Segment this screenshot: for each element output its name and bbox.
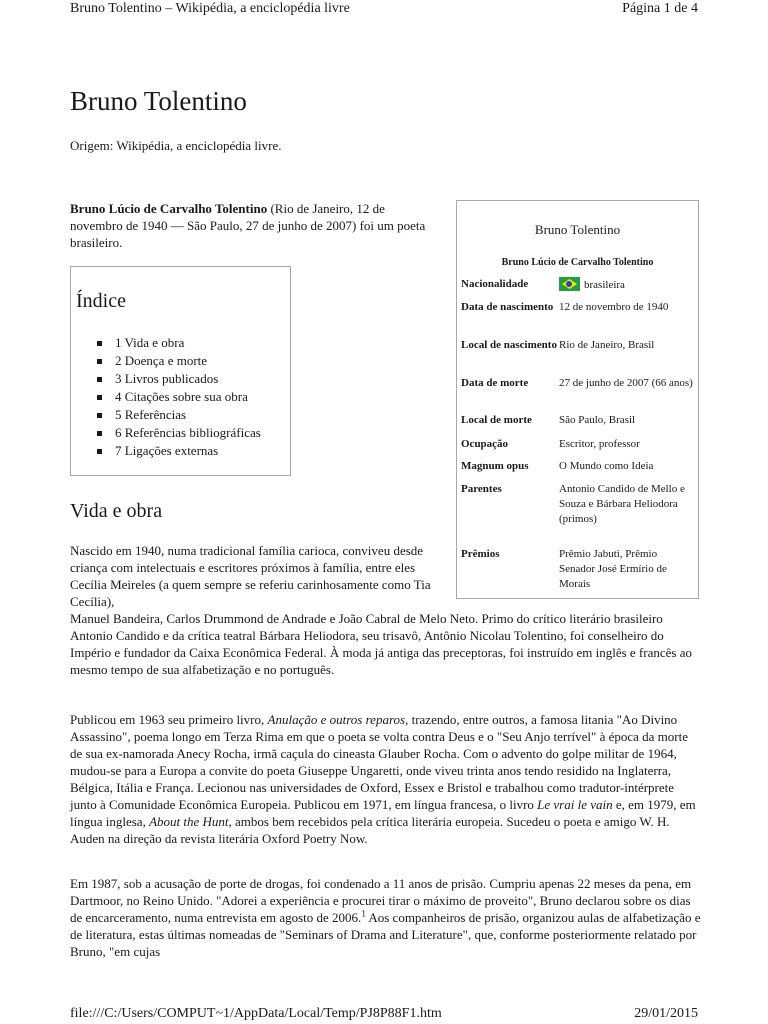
paragraph-text: Aos companheiros de prisão, organizou aulas de alfabetização e de literatura, estas últimas nomeadas de "Seminars of Drama and Literature", que, conforme posteriormente relatado por Bruno, "em cujas [70,910,701,959]
print-footer-date: 29/01/2015 [634,1006,698,1021]
infobox-value[interactable]: Prêmio Jabuti, Prêmio Senador José Ermírio de Morais [559,548,667,590]
toc-item-label[interactable]: 3 Livros publicados [115,371,219,386]
intro-paragraph [70,200,436,251]
infobox-subtitle: Bruno Lúcio de Carvalho Tolentino [501,257,654,268]
toc-item-label[interactable]: 4 Citações sobre sua obra [115,389,248,404]
print-header-page: Página 1 de 4 [622,1,698,16]
bullet-icon [97,359,102,364]
print-header [70,0,698,18]
paragraph-text: , trazendo, entre outros, a famosa litania "Ao Divino Assassino", poema longo em Terza Rima em que o poeta se volta contra Deus e o "Seu Anjo terrível" à época da morte de sua ex-namorada Anecy Rocha, irmã caçula do cineasta Glauber Rocha. Com o advento do golpe militar de 1964, mudou-se para a Europa a convite do poeta Giuseppe Ungaretti, onde viveu trinta anos tendo residido na Inglaterra, Bélgica, Itália e França. Lecionou nas universidades de Oxford, Essex e Bristol e trabalhou como tradutor-intérprete junto à Comunidade Econômica Europeia. Publicou em 1971, em língua francesa, o livro [70,712,689,812]
book-title-link[interactable]: About the Hunt [149,814,229,829]
infobox-label: Nacionalidade [461,278,529,290]
paragraph-text: , ambos bem recebidos pela crítica literária europeia. Sucedeu o poeta e amigo W. H. Auden na direção da revista literária Oxford Poetry Now. [70,814,670,846]
toc-item-label[interactable]: 1 Vida e obra [115,335,185,350]
infobox-label: Data de morte [461,377,529,389]
infobox-label: Local de nascimento [461,339,557,351]
intro-full-name: Bruno Lúcio de Carvalho Tolentino [70,201,268,216]
paragraph-1-start: Nascido em 1940, numa tradicional família carioca, conviveu desde criança com intelectuais e escritores próximos à família, entre eles Cecília Meireles (a quem sempre se referiu carinhosamente como Tia Cecília), [70,543,431,609]
table-of-contents [70,266,291,476]
toc-item-label[interactable]: 5 Referências [115,407,187,422]
infobox-label: Prêmios [461,548,500,560]
paragraph-text: Em 1987, sob a acusação de porte de drogas, foi condenado a 11 anos de prisão. Cumpriu apenas 22 meses da pena, em Dartmoor, no Reino Unido. "Adorei a experiência e procurei tirar o máximo de proveito", Bruno declarou sobre os dias de encarceramento, numa entrevista em agosto de 2006. [70,876,692,925]
toc-item[interactable] [97,424,261,442]
paragraph-text: e, em 1979, em língua inglesa, [70,797,696,829]
toc-list [97,334,261,460]
print-footer-path: file:///C:/Users/COMPUT~1/AppData/Local/Temp/PJ8P88F1.htm [70,1006,442,1021]
toc-heading: Índice [76,290,126,312]
bullet-icon [97,395,102,400]
bullet-icon [97,413,102,418]
paragraph-1-continued: Manuel Bandeira, Carlos Drummond de Andrade e João Cabral de Melo Neto. Primo do crítico literário brasileiro Antonio Candido e da crítica teatral Bárbara Heliodora, seu trisavô, Antônio Nicolau Tolentino, foi conselheiro do Império e fundador da Caixa Econômica Federal. À moda já antiga das preceptoras, foi instruído em inglês e francês ao mesmo tempo de sua alfabetização e no português. [70,611,692,677]
page-title: Bruno Tolentino [70,86,247,116]
origin-note: Origem: Wikipédia, a enciclopédia livre. [70,138,282,153]
book-title-link[interactable]: Le vrai le vain [537,797,613,812]
toc-item[interactable] [97,406,261,424]
toc-item[interactable] [97,334,261,352]
infobox-value-text[interactable]: brasileira [584,279,625,291]
toc-item-label[interactable]: 6 Referências bibliográficas [115,425,261,440]
infobox-label: Magnum opus [461,460,529,472]
infobox-value[interactable]: Escritor, professor [559,438,640,450]
toc-item-label[interactable]: 2 Doença e morte [115,353,208,368]
paragraph-2 [70,711,702,847]
infobox-label: Ocupação [461,438,509,450]
toc-item-label[interactable]: 7 Ligações externas [115,443,219,458]
infobox-value[interactable]: 27 de junho de 2007 (66 anos) [559,377,693,389]
paragraph-text: Publicou em 1963 seu primeiro livro, [70,712,268,727]
reference-link[interactable]: 1 [361,908,366,919]
infobox-value[interactable]: São Paulo, Brasil [559,414,636,426]
infobox-value[interactable]: 12 de novembro de 1940 [559,301,669,313]
infobox [456,200,699,599]
infobox-label: Data de nascimento [461,301,554,313]
paragraph-3 [70,875,702,960]
bullet-icon [97,431,102,436]
infobox-value[interactable]: Antonio Candido de Mello e Souza e Bárbara Heliodora (primos) [559,483,685,525]
bullet-icon [97,341,102,346]
toc-item[interactable] [97,388,261,406]
intro-text: (Rio de Janeiro, 12 de novembro de 1940 — São Paulo, 27 de junho de 2007) foi um poeta brasileiro. [70,201,426,250]
infobox-label: Local de morte [461,414,532,426]
brazil-flag-icon [559,277,580,291]
toc-item[interactable] [97,352,261,370]
toc-item[interactable] [97,370,261,388]
infobox-value[interactable]: O Mundo como Ideia [559,460,654,472]
book-title-link[interactable]: Anulação e outros reparos [267,712,406,727]
bullet-icon [97,377,102,382]
infobox-value[interactable]: Rio de Janeiro, Brasil [559,339,655,351]
print-header-title: Bruno Tolentino – Wikipédia, a enciclopédia livre [70,1,350,16]
infobox-title: Bruno Tolentino [534,222,621,237]
section-heading: Vida e obra [70,500,163,522]
bullet-icon [97,449,102,454]
infobox-value [559,277,694,293]
print-footer [70,1005,698,1023]
toc-item[interactable] [97,442,261,460]
infobox-label: Parentes [461,483,502,495]
